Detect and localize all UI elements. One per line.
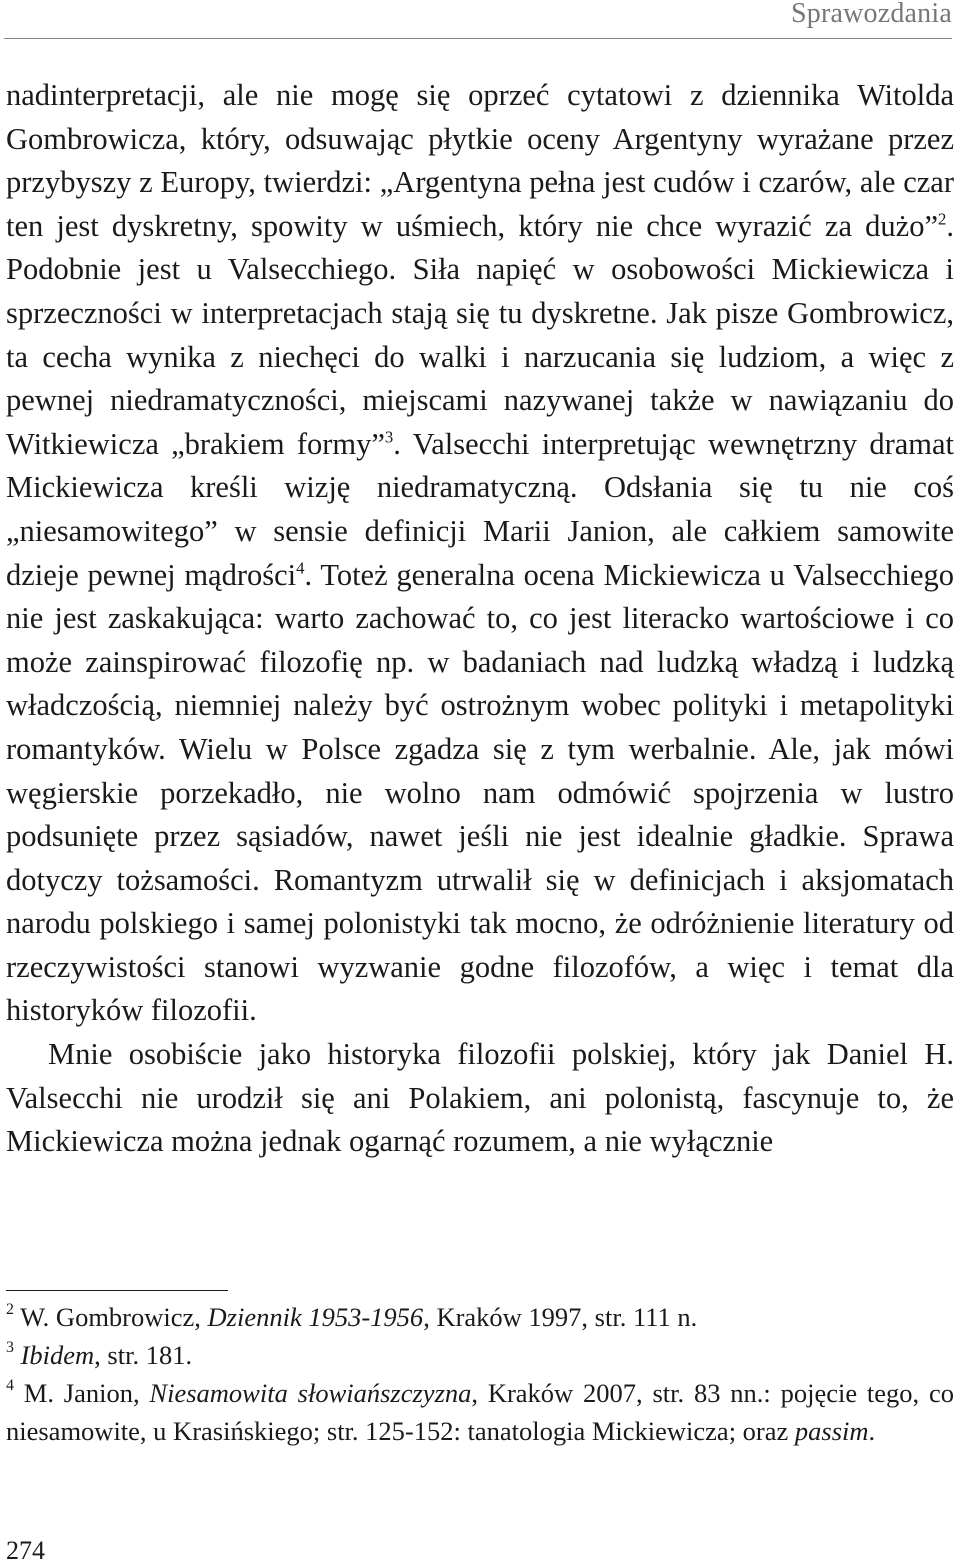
running-head: Sprawozdania: [790, 0, 952, 29]
footnote-text: , str. 181.: [94, 1340, 193, 1370]
page-number: 274: [6, 1536, 45, 1565]
paragraph-1: [6, 74, 954, 1033]
footnote-text: M. Janion,: [13, 1378, 150, 1408]
footnote-text: .: [868, 1416, 876, 1446]
footnotes: [6, 1298, 954, 1450]
footnote-text: , Kraków 1997, str. 111 n.: [423, 1302, 698, 1332]
footnote-text: , Kraków 2007, str. 83 nn.: pojęcie tego, co niesamowite, u Krasińskiego; str. 125-152: tanatologia Mickiewicza; oraz: [6, 1378, 954, 1446]
footnote-number: 3: [6, 1339, 14, 1357]
paragraph-1-part-c: . Valsecchi interpretując wewnętrzny dramat Mickiewicza kreśli wizję niedramatyczną. Odsłania się tu nie coś „niesamowitego” w sensie definicji Marii Janion, ale całkiem samowite dzieje pewnej mądrości: [6, 426, 954, 592]
footnote-2: [6, 1298, 954, 1336]
footnote-number: 4: [6, 1377, 14, 1395]
footnote-term: passim: [794, 1416, 869, 1446]
footnote-4: [6, 1374, 954, 1450]
footnote-3: [6, 1336, 954, 1374]
footnote-title: Dziennik 1953-1956: [207, 1302, 424, 1332]
footnote-number: 2: [6, 1301, 14, 1319]
paragraph-1-part-d: . Toteż generalna ocena Mickiewicza u Valsecchiego nie jest zaskakująca: warto zachować to, co jest literacko wartościowe i co może zainspirować filozofię np. w badaniach nad ludzką władzą i ludzką władczością, niemniej należy być ostrożnym wobec polityki i metapolityki romantyków. Wielu w Polsce zgadza się z tym werbalnie. Ale, jak mówi węgierskie porzekadło, nie wolno nam odmówić spojrzenia w lustro podsunięte przez sąsiadów, nawet jeśli nie jest idealnie gładkie. Sprawa dotyczy tożsamości. Romantyzm utrwalił się w definicjach i aksjomatach narodu polskiego i samej polonistyki tak mocno, że odróżnienie literatury od rzeczywistości stanowi wyzwanie godne filozofów, a więc i temat dla historyków filozofii.: [6, 557, 954, 1028]
footnote-ref-2[interactable]: 2: [937, 209, 947, 229]
body-text: [6, 74, 954, 1164]
paragraph-1-part-b: . Podobnie jest u Valsecchiego. Siła napięć w osobowości Mickiewicza i sprzeczności w interpretacjach stają się tu dyskretne. Jak pisze Gombrowicz, ta cecha wynika z niechęci do walki i narzucania się ludziom, a więc z pewnej niedramatyczności, miejscami nazywanej także w nawiązaniu do Witkiewicza „brakiem formy”: [6, 208, 954, 461]
footnote-ref-4[interactable]: 4: [296, 557, 305, 577]
footnote-title: Niesamowita słowiańszczyzna: [149, 1378, 472, 1408]
paragraph-2: Mnie osobiście jako historyka filozofii polskiej, który jak Daniel H. Valsecchi nie urodził się ani Polakiem, ani polonistą, fascynuje to, że Mickiewicza można jednak ogarnąć rozumem, a nie wyłącznie: [6, 1037, 954, 1159]
page-header: [4, 0, 952, 39]
footnote-separator: [6, 1290, 228, 1291]
footnote-title: Ibidem: [20, 1340, 95, 1370]
footnote-text: W. Gombrowicz,: [13, 1302, 208, 1332]
paragraph-1-part-a: nadinterpretacji, ale nie mogę się oprzeć cytatowi z dziennika Witolda Gombrowicza, który, odsuwając płytkie oceny Argentyny wyrażane przez przybyszy z Europy, twierdzi: „Argentyna pełna jest cudów i czarów, ale czar ten jest dyskretny, spowity w uśmiech, który nie chce wyrazić za dużo”: [6, 78, 954, 243]
footnote-ref-3[interactable]: 3: [384, 427, 394, 447]
footnote-text: [14, 1340, 21, 1370]
